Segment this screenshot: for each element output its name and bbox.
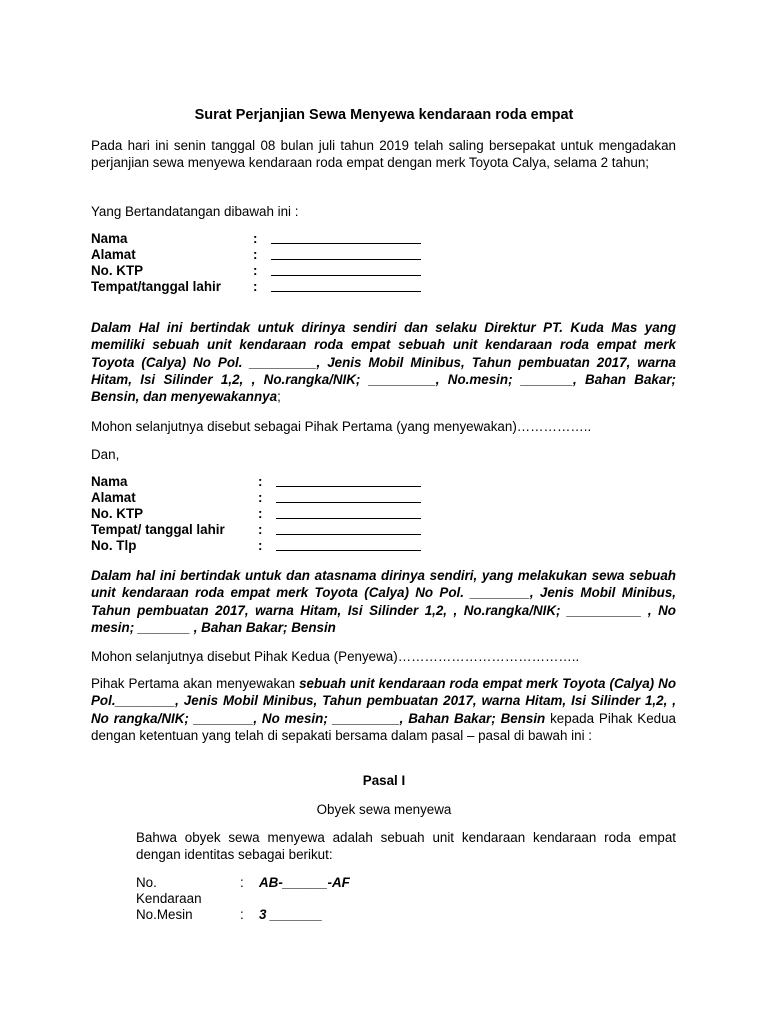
field-label: Tempat/ tanggal lahir bbox=[91, 522, 225, 537]
party2-called: Mohon selanjutnya disebut Pihak Kedua (Penyewa)………………………………….. bbox=[91, 649, 580, 664]
party2-fields bbox=[91, 474, 421, 554]
engine-number-label: No.Mesin bbox=[136, 907, 193, 922]
signed-line: Yang Bertandatangan dibawah ini : bbox=[91, 204, 299, 219]
intro-paragraph: Pada hari ini senin tanggal 08 bulan juli tahun 2019 telah saling bersepakat untuk mengadakan perjanjian sewa menyewa kendaraan roda empat dengan merk Toyota Calya, selama 2 tahun; bbox=[91, 138, 676, 171]
agreement-object: sebuah unit kendaraan roda empat merk Toyota (Calya) No Pol.________, Jenis Mobil Minibus, Tahun pembuatan 2017, warna Hitam, Isi Silinder 1,2, , No rangka/NIK; ________, No mesin; _________, Bahan Bakar; Bensin bbox=[91, 676, 676, 726]
document-title: Surat Perjanjian Sewa Menyewa kendaraan roda empat bbox=[194, 107, 574, 123]
vehicle-kendaraan-label: Kendaraan bbox=[136, 891, 202, 906]
field-label: Nama bbox=[91, 231, 128, 246]
agreement-paragraph bbox=[91, 675, 676, 744]
party1-field-row bbox=[91, 263, 421, 279]
field-colon: : bbox=[253, 231, 258, 246]
field-label: No. Tlp bbox=[91, 538, 137, 553]
field-label: Alamat bbox=[91, 247, 136, 262]
fill-blank bbox=[276, 490, 421, 506]
fill-blank bbox=[271, 279, 421, 295]
party1-statement bbox=[91, 319, 676, 405]
party1-field-row bbox=[91, 247, 421, 263]
field-label: Alamat bbox=[91, 490, 136, 505]
party1-statement-end: ; bbox=[277, 389, 281, 405]
fill-blank bbox=[276, 538, 421, 554]
agreement-start: Pihak Pertama akan menyewakan bbox=[91, 676, 300, 691]
party2-field-row bbox=[91, 522, 421, 538]
party2-field-row bbox=[91, 506, 421, 522]
field-label: Nama bbox=[91, 474, 128, 489]
field-label: No. KTP bbox=[91, 506, 144, 521]
field-colon: : bbox=[258, 538, 263, 553]
fill-blank bbox=[271, 231, 421, 247]
party2-statement: Dalam hal ini bertindak untuk dan atasnama dirinya sendiri, yang melakukan sewa sebuah unit kendaraan roda empat merk Toyota (Calya) No Pol. ________, Jenis Mobil Minibus, Tahun pembuatan 2017, warna Hitam, Isi Silinder 1,2, , No.rangka/NIK; __________ , No mesin; _______ , Bahan Bakar; Bensin bbox=[91, 568, 676, 635]
field-colon: : bbox=[253, 263, 258, 278]
pasal-title: Pasal I bbox=[362, 773, 406, 788]
field-colon: : bbox=[258, 490, 263, 505]
party1-fields bbox=[91, 231, 421, 295]
party1-statement-text: Dalam Hal ini bertindak untuk dirinya sendiri dan selaku Direktur PT. Kuda Mas yang memiliki sebuah unit kendaraan roda empat sebuah unit kendaraan roda empat merk Toyota (Calya) No Pol. _________, Jenis Mobil Minibus, Tahun pembuatan 2017, warna Hitam, Isi Silinder 1,2, , No.rangka/NIK; _________, No.mesin; _______, Bahan Bakar; Bensin, dan menyewakannya bbox=[91, 320, 676, 405]
field-colon: : bbox=[258, 474, 263, 489]
fill-blank bbox=[276, 474, 421, 490]
fill-blank bbox=[271, 263, 421, 279]
party2-field-row bbox=[91, 538, 421, 554]
field-colon: : bbox=[253, 279, 258, 294]
vehicle-number-label: No. bbox=[136, 875, 157, 890]
pasal-text: Bahwa obyek sewa menyewa adalah sebuah unit kendaraan kendaraan roda empat dengan identitas sebagai berikut: bbox=[136, 830, 676, 863]
party1-called: Mohon selanjutnya disebut sebagai Pihak Pertama (yang menyewakan)…………….. bbox=[91, 419, 592, 434]
fill-blank bbox=[276, 522, 421, 538]
vehicle-number-colon: : bbox=[240, 875, 244, 890]
engine-number-colon: : bbox=[240, 907, 244, 922]
engine-number-value: 3 _______ bbox=[259, 907, 323, 922]
field-label: No. KTP bbox=[91, 263, 144, 278]
field-colon: : bbox=[253, 247, 258, 262]
and-line: Dan, bbox=[91, 447, 120, 462]
pasal-subtitle: Obyek sewa menyewa bbox=[316, 802, 452, 817]
agreement-end: kepada Pihak Kedua dengan ketentuan yang telah di sepakati bersama dalam pasal – pasal di bawah ini : bbox=[91, 710, 676, 743]
party2-field-row bbox=[91, 490, 421, 506]
field-label: Tempat/tanggal lahir bbox=[91, 279, 221, 294]
party1-field-row bbox=[91, 279, 421, 295]
party1-field-row bbox=[91, 231, 421, 247]
party2-field-row bbox=[91, 474, 421, 490]
fill-blank bbox=[271, 247, 421, 263]
field-colon: : bbox=[258, 506, 263, 521]
fill-blank bbox=[276, 506, 421, 522]
vehicle-number-value: AB-______-AF bbox=[259, 875, 350, 890]
field-colon: : bbox=[258, 522, 263, 537]
